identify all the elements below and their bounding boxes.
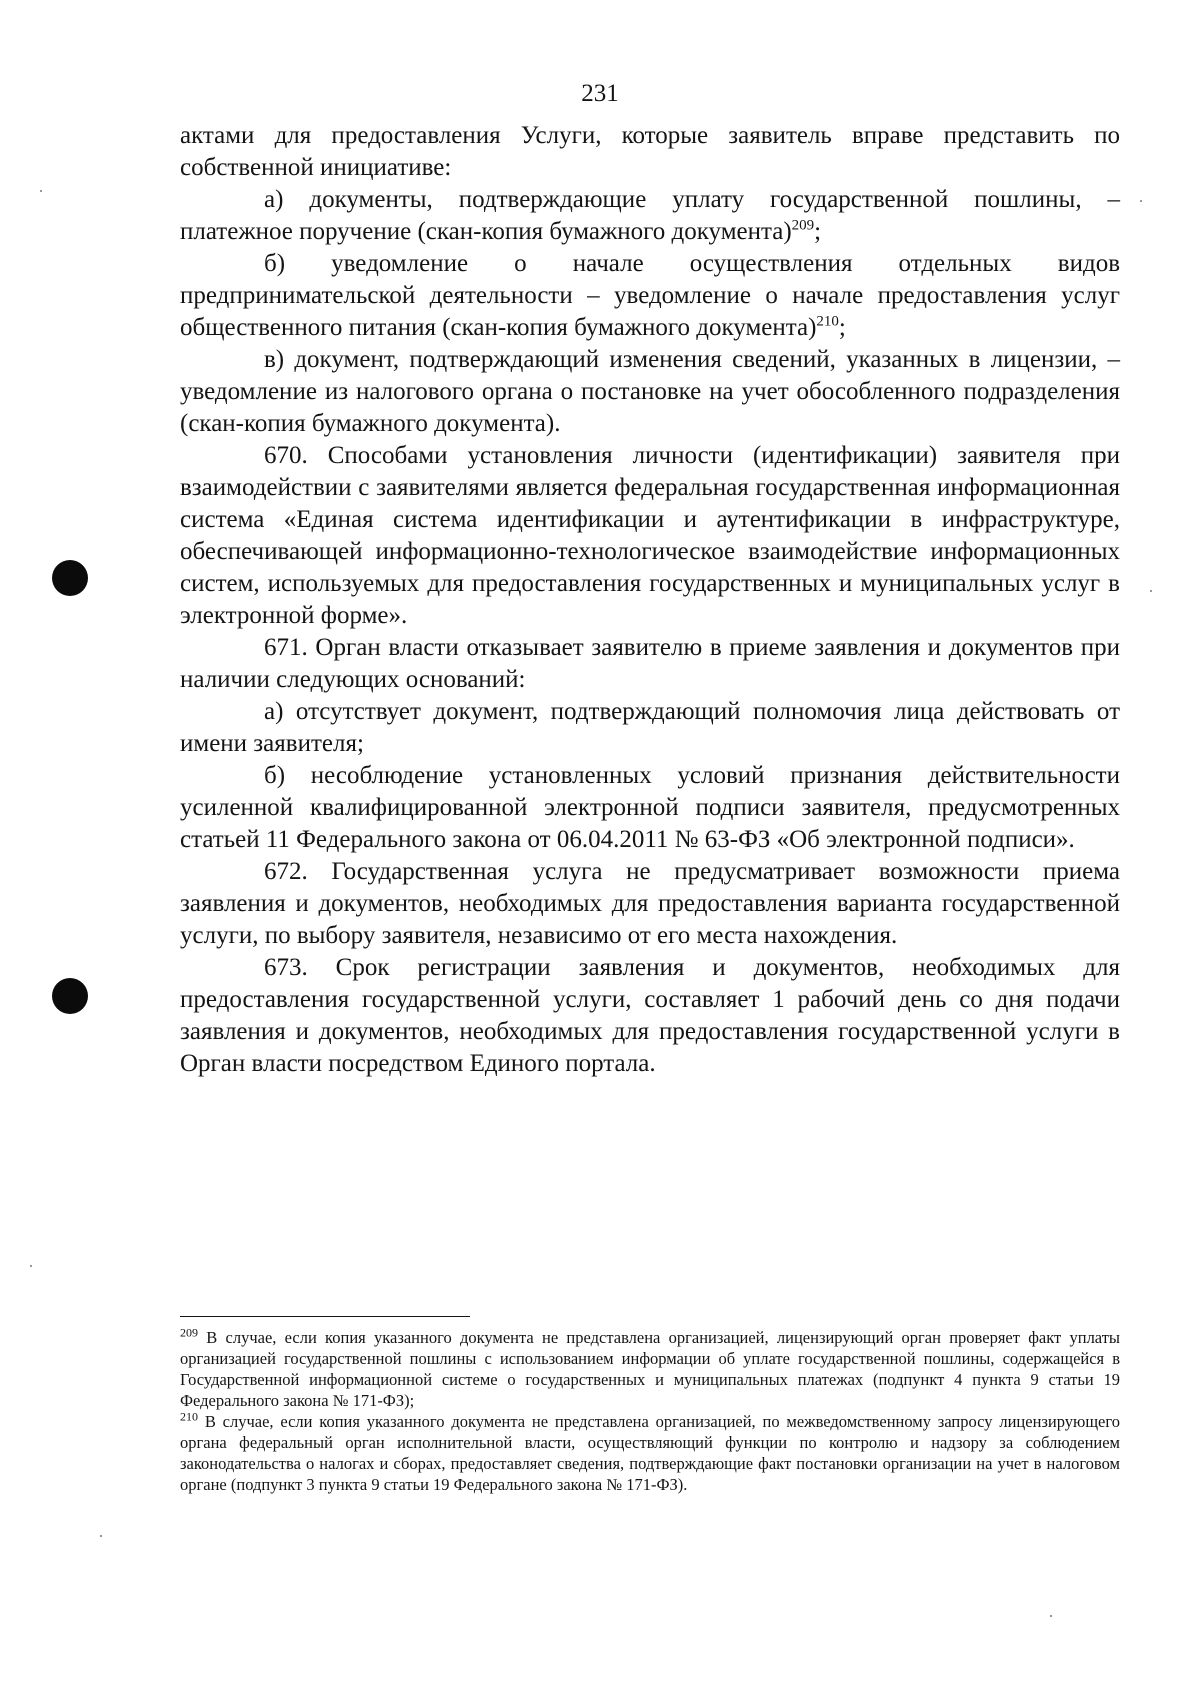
footnote-ref: 209 xyxy=(791,217,815,234)
scan-speck xyxy=(1050,1615,1052,1617)
scan-speck xyxy=(1140,200,1142,202)
paragraph-text: а) отсутствует документ, подтверждающий полномочия лица действовать от имени заявителя; xyxy=(180,698,1120,757)
paragraph-text: а) документы, подтверждающие уплату государственной пошлины, – платежное поручение (скан-копия бумажного документа) xyxy=(180,186,1120,245)
body-text xyxy=(180,120,1120,1080)
footnote xyxy=(180,1327,1120,1411)
paragraph-tail: ; xyxy=(838,314,846,341)
paragraph-tail: ; xyxy=(814,218,822,245)
paragraph xyxy=(180,120,1120,184)
punch-hole xyxy=(52,978,88,1014)
paragraph xyxy=(180,184,1120,248)
footnote-mark: 209 xyxy=(180,1325,198,1340)
paragraph xyxy=(180,696,1120,760)
paragraph xyxy=(180,856,1120,952)
footnote-text: В случае, если копия указанного документа не представлена организацией, лицензирующий орган проверяет факт уплаты организацией государственной пошлины с использованием информации об уплате государственной пошлины, содержащейся в Государственной информационной системе о государственных и муниципальных платежах (подпункт 4 пункта 9 статьи 19 Федерального закона № 171-ФЗ); xyxy=(180,1328,1120,1410)
paragraph xyxy=(180,952,1120,1080)
paragraph-text: в) документ, подтверждающий изменения сведений, указанных в лицензии, – уведомление из налогового органа о постановке на учет обособленного подразделения (скан-копия бумажного документа). xyxy=(180,346,1120,437)
paragraph-text: 673. Срок регистрации заявления и документов, необходимых для предоставления государственной услуги, составляет 1 рабочий день со дня подачи заявления и документов, необходимых для предоставления государственной услуги в Орган власти посредством Единого портала. xyxy=(180,954,1120,1077)
footnote xyxy=(180,1411,1120,1495)
scan-speck xyxy=(1150,590,1152,592)
paragraph xyxy=(180,760,1120,856)
paragraph xyxy=(180,632,1120,696)
paragraph-text: 671. Орган власти отказывает заявителю в приеме заявления и документов при наличии следующих оснований: xyxy=(180,634,1120,693)
paragraph xyxy=(180,344,1120,440)
footnote-text: В случае, если копия указанного документа не представлена организацией, по межведомственному запросу лицензирующего органа федеральный орган исполнительной власти, осуществляющий функции по контролю и надзору за соблюдением законодательства о налогах и сборах, предоставляет сведения, подтверждающие факт постановки организации на учет в налоговом органе (подпункт 3 пункта 9 статьи 19 Федерального закона № 171-ФЗ). xyxy=(180,1412,1120,1494)
paragraph-text: б) уведомление о начале осуществления отдельных видов предпринимательской деятельности – уведомление о начале предоставления услуг общественного питания (скан-копия бумажного документа) xyxy=(180,250,1120,341)
page-number: 231 xyxy=(581,80,619,107)
paragraph-text: б) несоблюдение установленных условий признания действительности усиленной квалифицированной электронной подписи заявителя, предусмотренных статьей 11 Федерального закона от 06.04.2011 № 63-ФЗ «Об электронной подписи». xyxy=(180,762,1120,853)
paragraph-text: 672. Государственная услуга не предусматривает возможности приема заявления и документов, необходимых для предоставления варианта государственной услуги, по выбору заявителя, независимо от его места нахождения. xyxy=(180,858,1120,949)
scan-speck xyxy=(30,1265,32,1267)
paragraph-text: 670. Способами установления личности (идентификации) заявителя при взаимодействии с заявителями является федеральная государственная информационная система «Единая система идентификации и аутентификации в инфраструктуре, обеспечивающей информационно-технологическое взаимодействие информационных систем, используемых для предоставления государственных и муниципальных услуг в электронной форме». xyxy=(180,442,1120,629)
footnotes xyxy=(180,1327,1120,1495)
footnote-divider xyxy=(180,1316,470,1317)
footnote-mark: 210 xyxy=(180,1409,198,1424)
paragraph xyxy=(180,248,1120,344)
scan-speck xyxy=(100,1535,102,1537)
paragraph-text: актами для предоставления Услуги, которые заявитель вправе представить по собственной инициативе: xyxy=(180,122,1120,181)
scan-speck xyxy=(40,190,42,192)
paragraph xyxy=(180,440,1120,632)
punch-hole xyxy=(52,560,88,596)
footnote-ref: 210 xyxy=(816,313,839,330)
